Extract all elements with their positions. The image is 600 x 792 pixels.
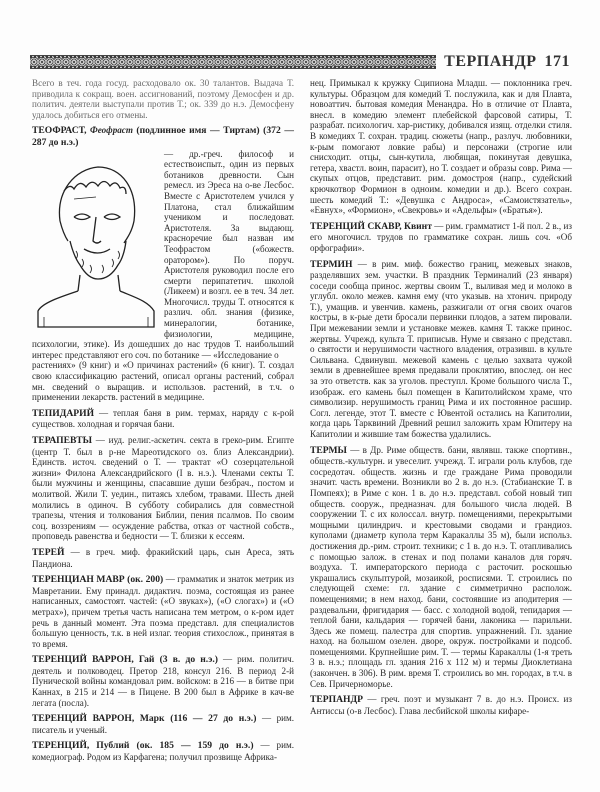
entry-teofrast: [32, 125, 294, 402]
entry-body: — иуд. религ.-аскетич. секта в греко-рим. Египте (центр Т. был в р-не Мареотидского оз. близ Александрии). Единств. источ. сведений о Т. — трактат «О созерцательной жизни» Филона Александрийского (I в. н.э.). Членами секты Т. были мужчины и женщины, спасавшие души безбрач., постом и молитвой. Жили Т. уедин., питаясь хлебом, травами. Шесть дней молились в одиноч. В субботу собирались для совместной трапезы, чтения и толкования Библии, пения псалмов. По своим соц. воззрениям — осуждение рабства, отказ от частной собств., проповедь равенства и бедности — Т. близки к ессеям.: [32, 435, 294, 542]
entry-dates: (ок. 200): [127, 574, 164, 586]
greek-meander-ornament: [30, 55, 436, 69]
entry-name: Квинт: [404, 220, 432, 232]
entry-dates: (подлинное имя — Тиртам) (372 — 287 до н.э.): [32, 125, 294, 148]
headword: ТЕРЕНЦИАН МАВР: [32, 574, 125, 586]
entry-dates: Гай (3 в. до н.э.): [138, 654, 218, 666]
headword: ТЕРЕНЦИЙ ВАРРОН,: [32, 654, 134, 666]
headword: ТЕРМИН: [310, 258, 353, 270]
entry-body: — рим. политич. деятель и полководец. Претор 218, консул 216. В период 2-й Пунической войны командовал рим. войском: в 216 — в битве при Каннах, в 215 и 214 — в Пицене. В 200 был в Африке в кач-ве легата (посла).: [32, 654, 294, 708]
continuation-text: нец. Примыкал к кружку Сципиона Младш. — поклонника греч. культуры. Образцом для комедий Т. послужила, как и для Плавта, новоаттич. бытовая комедия Менандра. Но в отличие от Плавта, внесл. в комедию элемент плебейской фарсовой сатиры, Т. разрабат. психологич. хар-ристику, добивался изящ. отделки стиля. В комедиях Т. сохран. традиц. сюжеты (напр., разлуч. любовники, к-рым помогают ловкие рабы) и персонажи (строгие или снисходит. отцы, сын-кутила, любящая, покинутая девушка, гетера, хвастл. воин, парасит), но Т. создает и образы совр. Рима — скупых отцов, представит. рим. домостроя (напр., судейский крючкотвор Формион в одноим. комедии и др.). Всего сохран. шесть комедий Т.: «Девушка с Андроса», «Самоистязатель», «Евнух», «Формион», «Свекровь» и «Адельфы» («Братья»).: [310, 78, 572, 216]
headword: ТЕРЕНЦИЙ СКАВР,: [310, 220, 402, 232]
entry-body: — грамматик и знаток метрик из Мавретании. Ему принадл. дидактич. поэма, состоящая из ранее написанных, самостоят. частей: («О звуках»), («О слогах») и («О метрах»), причем третья часть написана тем метром, о к-ром идет речь в данный момент. Эта поэма представл. для специалистов большую ценность, т.к. в ней излаг. теория стихослож., принятая в то время.: [32, 574, 295, 649]
entry-termin: [310, 259, 572, 440]
entry-dates: Публий (ок. 185 — 159 до н.э.): [96, 740, 254, 752]
continuation-text: Всего в теч. года госуд. расходовало ок. 30 талантов. Выдача Т. приводила к сокращ. воен. ассигнований, поэтому Демосфен и др. политич. деятели выступали против Т.; ок. 339 до н.э. Демосфену удалось добиться его отмены.: [32, 78, 294, 120]
bust-of-theophrastus-icon: [30, 151, 158, 329]
entry-terapevty: [32, 435, 294, 542]
entry-dates: Марк (116 — 27 до н.э.): [139, 713, 257, 725]
entry-body: — рим. писатель и ученый.: [32, 713, 295, 735]
entry-termy: [310, 445, 572, 690]
entry-terentsiy-skavr: [310, 221, 572, 254]
entry-terey: [32, 547, 294, 569]
page-header: [30, 50, 570, 74]
entry-body: — в рим. миф. божество границ, межевых знаков, разделявших зем. участки. В праздник Терминалий (23 января) соседи сообща принос. жертвы своим Т., выливая мед и молоко в углубл. около межев. камня ему (что указыв. на хтонич. природу Т.), умащив. и увенчив. камень, разжигали от огня своих очагов костры, в к-рые дети бросали первинки плодов, а затем пировали. При межевании земли и установке межев. камня Т. также принос. жертвы. Учрежд. культа Т. приписыв. Нуме и связано с представл. о святости и нерушимости частного владения, отразивш. в культе Сильвана. Сдвинувш. межевой камень с целью захвата чужой земли в древнейшее время предавали проклятию, впослед. он нес за это ответств. как за уголов. преступл. Кроме большого числа Т., изображ. его камень был помещен в Капитолийском храме, что символизир. нерушимость границ Рима и их постоянное расшир. Согл. легенде, этот Т. вместе с Ювентой остались на Капитолии, когда царь Тарквиний Древний решил заложить храм Юпитеру на Капитолии и жившие там божества удалились.: [310, 258, 572, 439]
entry-terentsiy-varron-gay: [32, 654, 294, 708]
bust-illustration: [30, 151, 158, 329]
entry-body: — теплая баня в рим. термах, наряду с к-рой существов. холодная и горячая бани.: [32, 407, 294, 430]
entry-body: — др.-греч. философ и естествоиспыт., один из первых ботаников древности. Сын ремесл. из Эреса на о-ве Лесбос. Вместе с Аристотелем учился у Платона, стал ближайшим учеником и последоват. Аристотеля. За выдающ. красноречие был назван им Теофрастом («божеств. оратором»). По поруч. Аристотеля руководил после его смерти перипатетич. школой (Ликеем) и возгл. ее в теч. 34 лет. Многочисл. труды Т. относятся к различ. обл. знания (физике, минералогии, ботанике, физиологии, медицине, психологии, этике). Из дошедших до нас трудов Т. наибольший интерес представляют его соч. по ботанике — «Исследование о: [32, 148, 294, 360]
headword: ТЕРАПЕВТЫ: [32, 435, 93, 446]
page-number: 171: [544, 53, 570, 70]
headword: ТЕРПАНДР: [310, 694, 363, 706]
headword: ТЕРЕНЦИЙ,: [32, 740, 90, 752]
headword: ТЕРМЫ: [310, 444, 347, 456]
entry-body: — рим. комедиограф. Родом из Карфагена; получил прозвище Африка-: [32, 740, 294, 763]
headword-variant: Феофраст: [89, 125, 133, 136]
entry-terpandr: [310, 694, 572, 716]
left-column: [32, 78, 294, 768]
running-title: ТЕРПАНДР: [444, 53, 537, 70]
entry-body: — рим. грамматист 1-й пол. 2 в., из его многочисл. трудов по грамматике сохран. лишь соч. «Об орфографии».: [310, 220, 572, 253]
headword: ТЕОФРАСТ,: [32, 125, 87, 137]
entry-body: — в Др. Риме обществ. бани, являвш. также спортивн., обществ.-культурн. и увеселит. учрежд. Т. играли роль клубов, где сосредотач. обществ. жизнь и где граждане Рима проводили значит. часть времени. Возникли во 2 в. до н.э. (Стабианские Т. в Помпеях); в Риме с кон. 1 в. до н.э. представл. собой новый тип обществ. сооруж., предназнач. для большого числа людей. В сооружении Т. с их колоссал. внутр. помещениями, перекрытыми мощными цилиндрич. и крестовыми сводами и грандиоз. куполами (диаметр купола терм Каракаллы 35 м), были использ. достижения др.-рим. строит. техники; с 1 в. до н.э. Т. отапливались с помощью залож. в стенах и под полами каналов для горяч. воздуха. Т. императорского периода с расточит. роскошью украшались скульптурой, мозаикой, росписями. Т. строились по следующей схеме: гл. здание с симметрично располож. помещениями; в нем наход. бани, состоявшие из аподитерия — раздевальни, фригидария — басс. с холодной водой, тепидария — теплой бани, кальдария — горячей бани, лаконика — парильни. Здесь же помещ. палестра для спортив. упражнений. Гл. здание наход. на большом озелен. дворе, окруж. постройками и подсоб. помещениями. Крупнейшие рим. Т. — термы Каракаллы (1-я треть 3 в. н.э.; площадь гл. здания 216 x 112 м) и термы Диоклетиана (закончен. в 306). В рим. время Т. строились во мн. городах, в т.ч. в Сев. Причерноморье.: [310, 444, 573, 689]
entry-body: — в греч. миф. фракийский царь, сын Ареса, зять Пандиона.: [32, 546, 294, 569]
entry-tepidariy: [32, 408, 294, 430]
entry-terentsiy-varron-mark: [32, 713, 294, 735]
running-head: [444, 53, 570, 71]
entry-terentsian-mavr: [32, 574, 294, 649]
right-column: [310, 78, 572, 721]
headword: ТЕРЕНЦИЙ ВАРРОН,: [32, 713, 135, 725]
entry-body: — греч. поэт и музыкант 7 в. до н.э. Происх. из Антиссы (о-в Лесбос). Глава лесбийской школы кифаре-: [310, 694, 572, 716]
entry-body-continued: растениях» (9 книг) и «О причинах растений» (6 книг). Т. создал свою классификацию растений, описал органы растений, собрал мн. сведений о выращив. и использов. растений, в т.ч. о применении лекарств. растений в медицине.: [32, 360, 294, 403]
headword: ТЕРЕЙ: [32, 546, 65, 558]
headword: ТЕПИДАРИЙ: [32, 407, 95, 419]
entry-terentsiy-publiy: [32, 740, 294, 762]
